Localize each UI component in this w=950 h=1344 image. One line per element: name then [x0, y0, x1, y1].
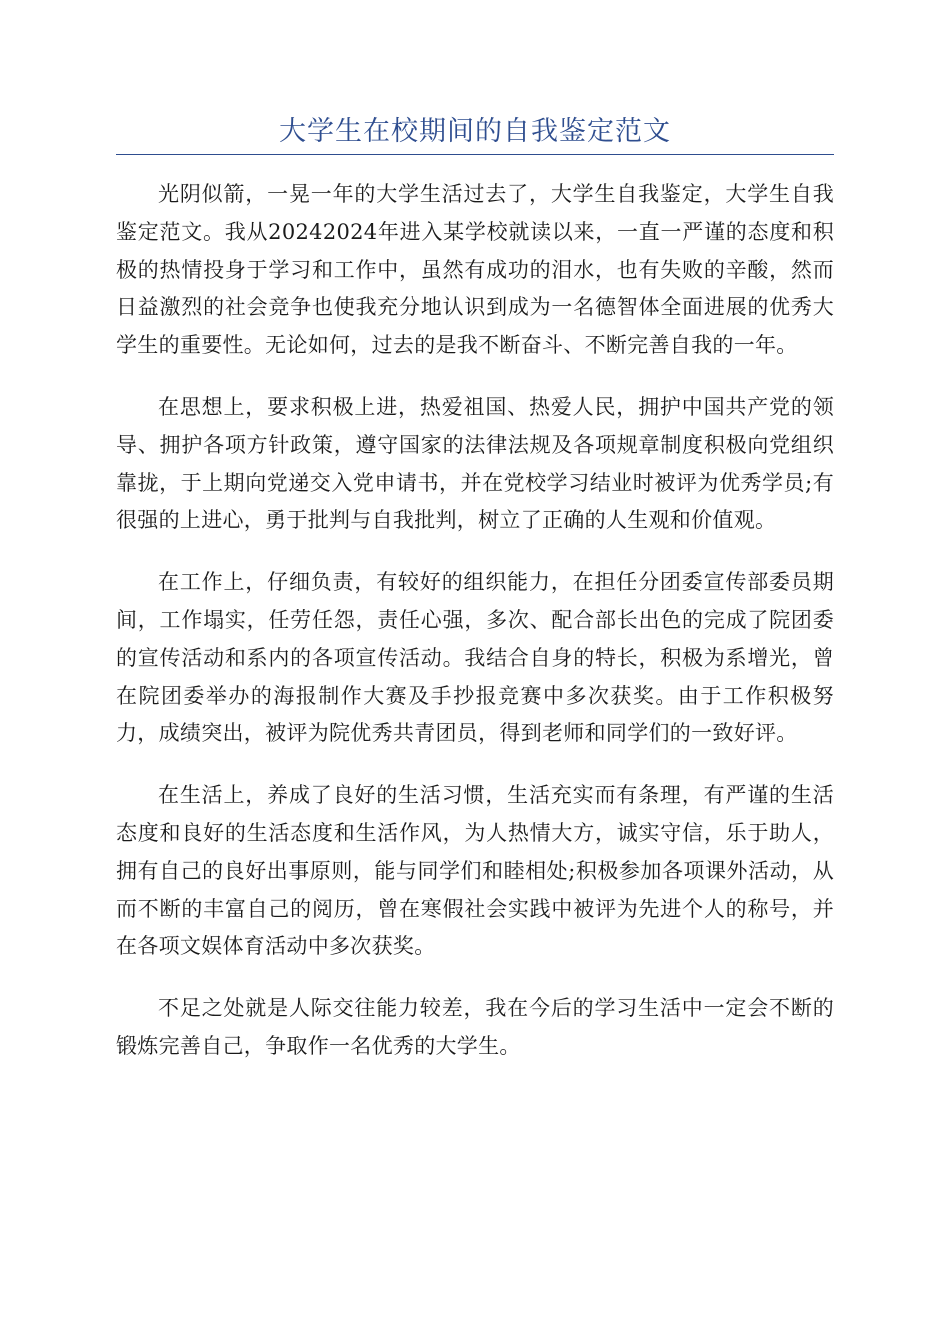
paragraph-life: 在生活上，养成了良好的生活习惯，生活充实而有条理，有严谨的生活态度和良好的生活态度和生活作风，为人热情大方，诚实守信，乐于助人，拥有自己的良好出事原则，能与同学们和睦相处;积极参加各项课外活动，从而不断的丰富自己的阅历，曾在寒假社会实践中被评为先进个人的称号，并在各项文娱体育活动中多次获奖。	[116, 783, 834, 959]
document-title: 大学生在校期间的自我鉴定范文	[279, 116, 671, 147]
paragraph-intro: 光阴似箭，一晃一年的大学生活过去了，大学生自我鉴定，大学生自我鉴定范文。我从20242024年进入某学校就读以来，一直一严谨的态度和积极的热情投身于学习和工作中，虽然有成功的泪水，也有失败的辛酸，然而日益激烈的社会竞争也使我充分地认识到成为一名德智体全面进展的优秀大学生的重要性。无论如何，过去的是我不断奋斗、不断完善自我的一年。	[116, 182, 834, 358]
paragraph-work: 在工作上，仔细负责，有较好的组织能力，在担任分团委宣传部委员期间，工作塌实，任劳任怨，责任心强，多次、配合部长出色的完成了院团委的宣传活动和系内的各项宣传活动。我结合自身的特长，积极为系增光，曾在院团委举办的海报制作大赛及手抄报竞赛中多次获奖。由于工作积极努力，成绩突出，被评为院优秀共青团员，得到老师和同学们的一致好评。	[116, 570, 834, 746]
paragraph-shortcomings: 不足之处就是人际交往能力较差，我在今后的学习生活中一定会不断的锻炼完善自己，争取作一名优秀的大学生。	[116, 996, 834, 1058]
paragraph-ideology: 在思想上，要求积极上进，热爱祖国、热爱人民，拥护中国共产党的领导、拥护各项方针政策，遵守国家的法律法规及各项规章制度积极向党组织靠拢，于上期向党递交入党申请书，并在党校学习结业时被评为优秀学员;有很强的上进心，勇于批判与自我批判，树立了正确的人生观和价值观。	[116, 394, 834, 533]
document-body	[116, 176, 834, 1090]
title-underline	[116, 154, 834, 155]
